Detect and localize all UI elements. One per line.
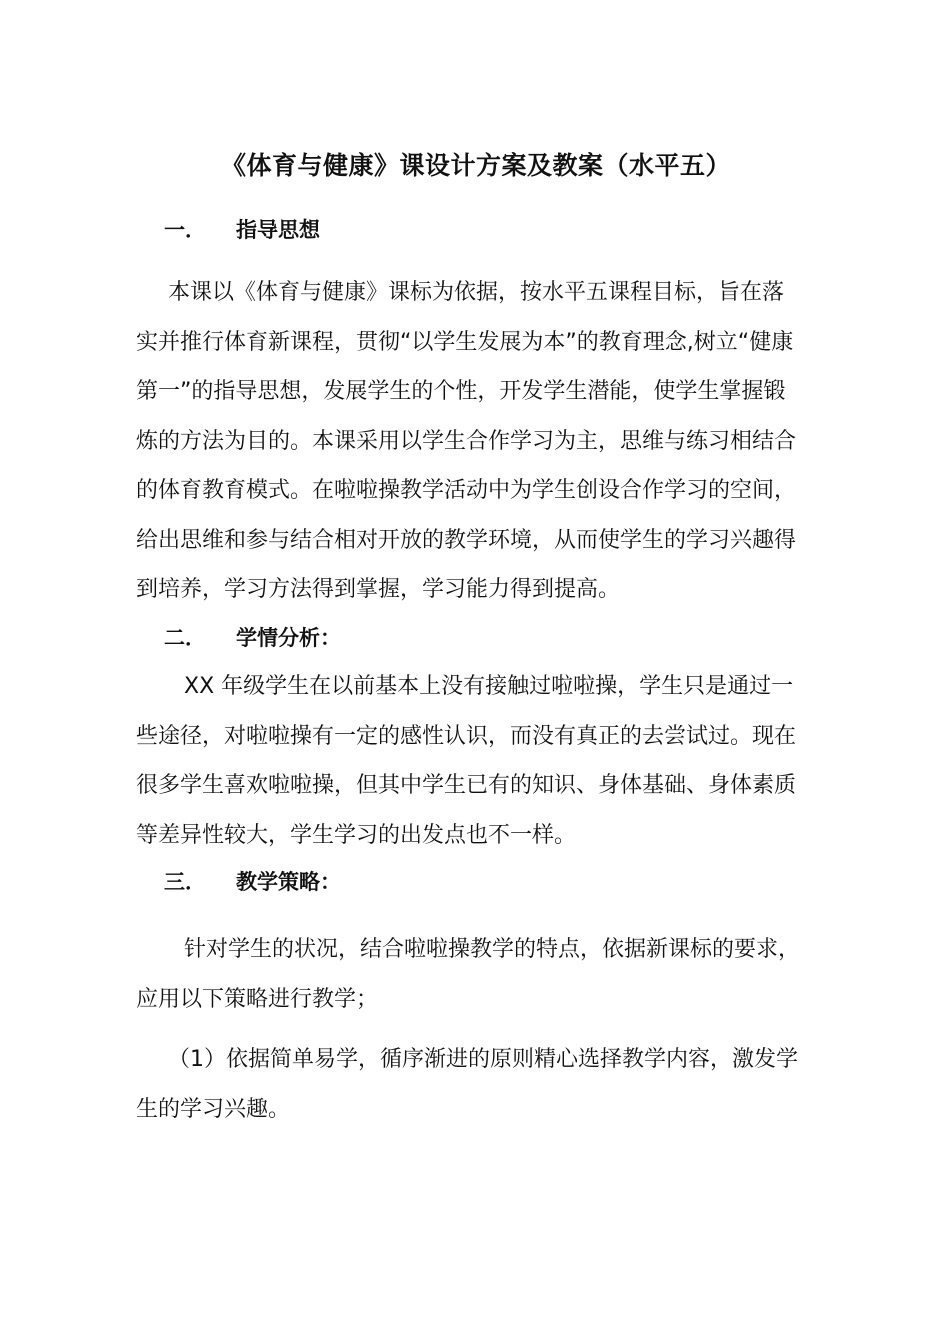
paragraph-line: （1）依据简单易学，循序渐进的原则精心选择教学内容，激发学 bbox=[168, 1047, 798, 1072]
paragraph-line: 第一”的指导思想，发展学生的个性，开发学生潜能，使学生掌握锻 bbox=[136, 379, 786, 404]
paragraph-line: XX 年级学生在以前基本上没有接触过啦啦操，学生只是通过一 bbox=[184, 674, 794, 699]
paragraph-line: 实并推行体育新课程，贯彻“以学生发展为本”的教育理念,树立“健康 bbox=[136, 329, 794, 355]
paragraph-teaching-strategy-item-1 bbox=[136, 1035, 816, 1134]
paragraph-line: 的体育教育模式。在啦啦操教学活动中为学生创设合作学习的空间， bbox=[136, 478, 797, 503]
paragraph-teaching-strategy-intro bbox=[136, 925, 816, 1024]
section-heading-student-analysis bbox=[164, 620, 341, 656]
document-title: 《体育与健康》课设计方案及教案（水平五） bbox=[220, 151, 731, 180]
section-heading-guiding-ideology bbox=[164, 212, 320, 248]
paragraph-line: 针对学生的状况，结合啦啦操教学的特点，依据新课标的要求， bbox=[184, 937, 801, 962]
paragraph-line: 炼的方法为目的。本课采用以学生合作学习为主，思维与练习相结合 bbox=[136, 428, 797, 454]
section-number: 二． bbox=[164, 626, 206, 650]
paragraph-line: 生的学习兴趣。 bbox=[136, 1096, 291, 1122]
paragraph-line: 等差异性较大，学生学习的出发点也不一样。 bbox=[136, 822, 577, 848]
section-title: 指导思想 bbox=[236, 218, 320, 242]
paragraph-line: 本课以《体育与健康》课标为依据，按水平五课程目标，旨在落 bbox=[168, 280, 785, 305]
paragraph-line: 些途径，对啦啦操有一定的感性认识，而没有真正的去尝试过。现在 bbox=[136, 723, 797, 749]
section-title: 学情分析： bbox=[236, 626, 341, 650]
section-title: 教学策略： bbox=[236, 870, 341, 894]
section-number: 三． bbox=[164, 870, 206, 894]
section-number: 一． bbox=[164, 218, 206, 242]
paragraph-line: 很多学生喜欢啦啦操，但其中学生已有的知识、身体基础、身体素质 bbox=[136, 773, 797, 798]
paragraph-student-analysis bbox=[136, 662, 816, 860]
paragraph-line: 给出思维和参与结合相对开放的教学环境，从而使学生的学习兴趣得 bbox=[136, 527, 797, 553]
section-heading-teaching-strategy bbox=[164, 864, 341, 900]
paragraph-line: 到培养，学习方法得到掌握，学习能力得到提高。 bbox=[136, 577, 621, 602]
paragraph-line: 应用以下策略进行教学； bbox=[136, 986, 379, 1012]
paragraph-guiding-ideology bbox=[136, 268, 816, 615]
